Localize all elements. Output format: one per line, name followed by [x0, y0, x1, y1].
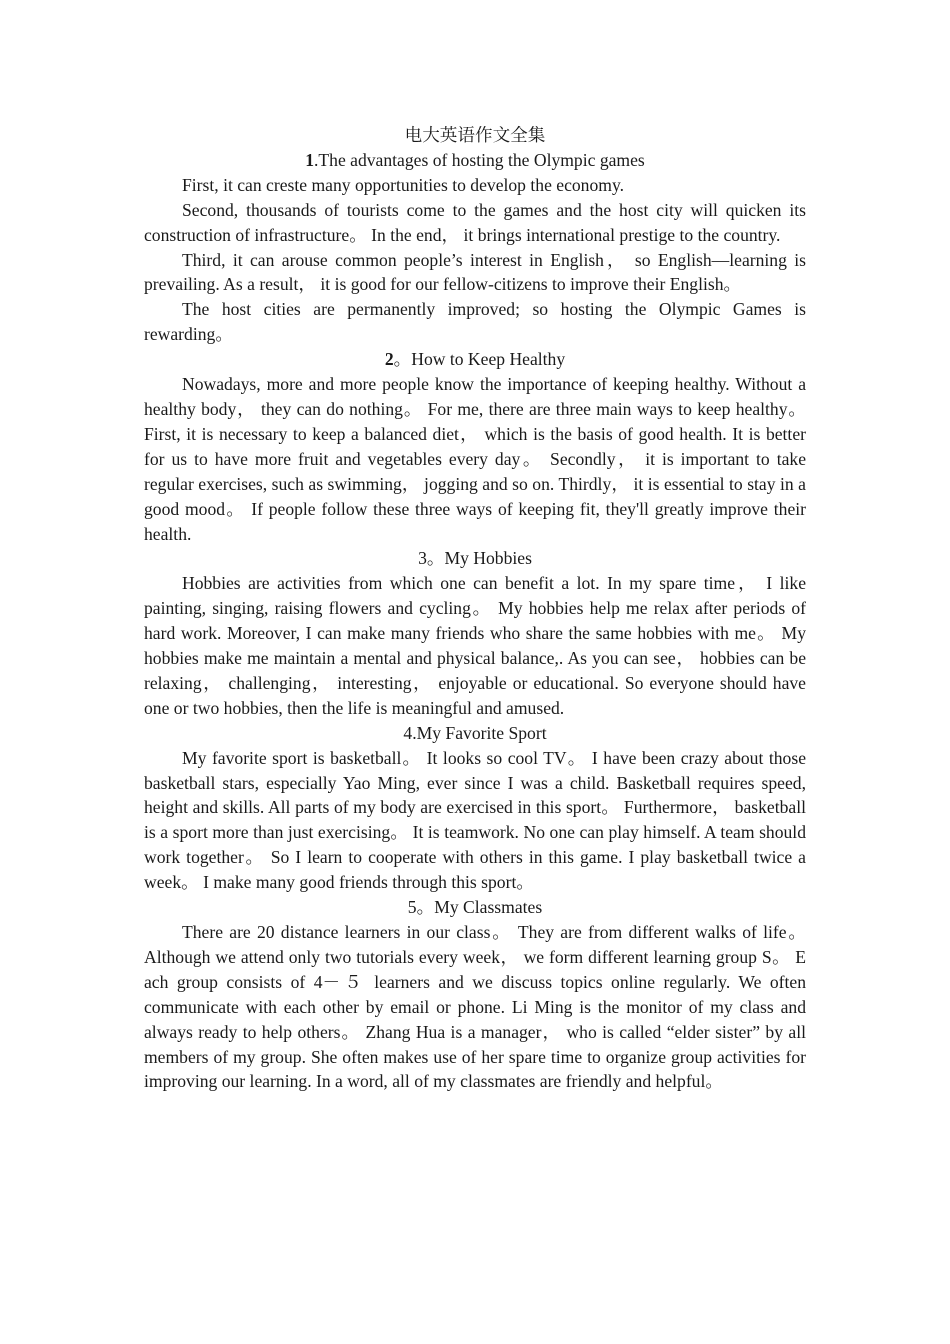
section-number: 5	[407, 897, 417, 918]
section-heading: .The advantages of hosting the Olympic games	[314, 149, 645, 170]
essay-section	[144, 721, 806, 895]
paragraph: There are 20 distance learners in our class。 They are from different walks of life。 Although we attend only two tutorials every week， we form different learning group S。 E ach group consists of 4－５ learners and we discuss topics online regularly. We often communicate with each other by email or phone. Li Ming is the monitor of my class and always ready to help others。 Zhang Hua is a manager， who is called “elder sister” by all members of my group. She often makes use of her spare time to organize group activities for improving our learning. In a word, all of my classmates are friendly and helpful。	[144, 922, 806, 1092]
document-page	[144, 123, 806, 1094]
section-number: 1	[305, 149, 314, 170]
paragraph: Nowadays, more and more people know the importance of keeping healthy. Without a healthy body， they can do nothing。 For me, there are three main ways to keep healthy。 First, it is necessary to keep a balanced diet， which is the basis of good health. It is better for us to have more fruit and vegetables every day。 Secondly， it is important to take regular exercises, such as swimming， jogging and so on. Thirdly， it is essential to stay in a good mood。 If people follow these three ways of keeping fit, they'll greatly improve their health.	[144, 374, 806, 544]
essay-section	[144, 347, 806, 546]
section-number: 4	[403, 722, 413, 743]
essay-section	[144, 148, 806, 347]
paragraph: Second, thousands of tourists come to the games and the host city will quicken its construction of infrastructure。 In the end， it brings international prestige to the country.	[144, 199, 806, 245]
section-title	[144, 148, 806, 173]
paragraph: Third, it can arouse common people’s interest in English， so English—learning is prevailing. As a result， it is good for our fellow-citizens to improve their English。	[144, 249, 806, 295]
section-heading: 。How to Keep Healthy	[393, 349, 566, 370]
paragraph: My favorite sport is basketball。 It looks so cool TV。 I have been crazy about those basketball stars, especially Yao Ming, ever since I was a child. Basketball requires speed, height and skills. All parts of my body are exercised in this sport。 Furthermore， basketball is a sport more than just exercising。 It is teamwork. No one can play himself. A team should work together。 So I learn to cooperate with others in this game. I play basketball twice a week。 I make many good friends through this sport。	[144, 747, 806, 893]
section-heading: 。My Classmates	[416, 897, 543, 918]
section-title	[144, 347, 806, 372]
paragraph: The host cities are permanently improved; so hosting the Olympic Games is rewarding。	[144, 299, 806, 345]
essay-section	[144, 546, 806, 720]
section-title	[144, 546, 806, 571]
paragraph: Hobbies are activities from which one can benefit a lot. In my spare time， I like painting, singing, raising flowers and cycling。 My hobbies help me relax after periods of hard work. Moreover, I can make many friends who share the same hobbies with me。 My hobbies make me maintain a mental and physical balance,. As you can see， hobbies can be relaxing， challenging， interesting， enjoyable or educational. So everyone should have one or two hobbies, then the life is meaningful and amused.	[144, 573, 806, 718]
paragraph: First, it can creste many opportunities to develop the economy.	[182, 174, 625, 195]
section-number: 2	[384, 349, 394, 370]
document-title: 电大英语作文全集	[404, 125, 546, 145]
section-number: 3	[418, 548, 427, 569]
essay-section	[144, 895, 806, 1094]
section-heading: 。My Hobbies	[426, 548, 532, 569]
section-heading: .My Favorite Sport	[412, 722, 547, 743]
section-title	[144, 721, 806, 746]
section-title	[144, 895, 806, 920]
